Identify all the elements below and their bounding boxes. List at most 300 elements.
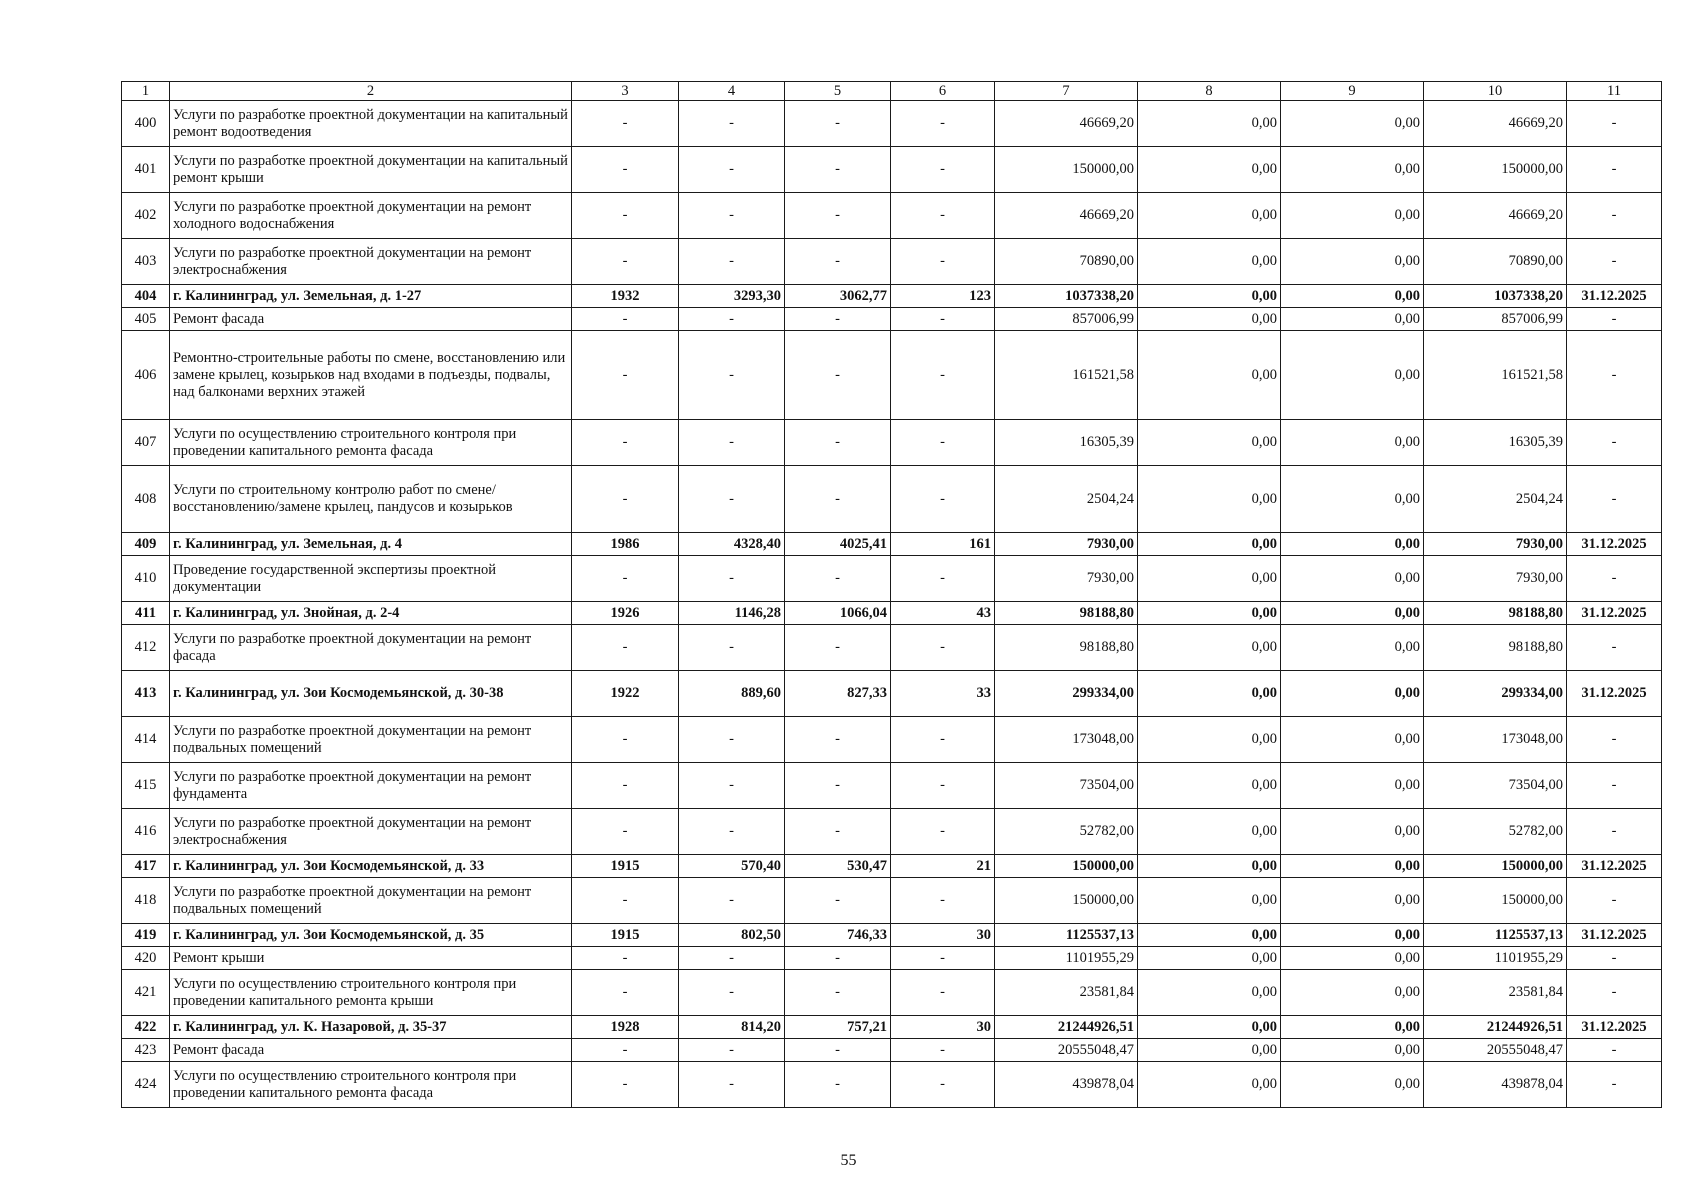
value-cell-col-8: 0,00 (1138, 147, 1281, 193)
column-number-row (122, 82, 1662, 101)
row-number-cell: 411 (122, 602, 170, 625)
value-cell-col-3: - (572, 101, 679, 147)
value-cell-col-8: 0,00 (1138, 947, 1281, 970)
table-row (122, 556, 1662, 602)
description-cell: г. Калининград, ул. Зои Космодемьянской, д. 35 (170, 924, 572, 947)
value-cell-col-9: 0,00 (1281, 625, 1424, 671)
value-cell-col-3: 1915 (572, 855, 679, 878)
value-cell-col-11: - (1567, 101, 1662, 147)
value-cell-col-6: - (891, 420, 995, 466)
value-cell-col-9: 0,00 (1281, 556, 1424, 602)
value-cell-col-10: 23581,84 (1424, 970, 1567, 1016)
value-cell-col-6: - (891, 466, 995, 533)
row-number-cell: 407 (122, 420, 170, 466)
description-cell: Услуги по разработке проектной документации на ремонт подвальных помещений (170, 717, 572, 763)
row-number-cell: 410 (122, 556, 170, 602)
value-cell-col-6: - (891, 947, 995, 970)
description-cell: Ремонт фасада (170, 1039, 572, 1062)
table-row (122, 101, 1662, 147)
value-cell-col-3: - (572, 308, 679, 331)
table-row (122, 147, 1662, 193)
value-cell-col-4: - (679, 239, 785, 285)
row-number-cell: 415 (122, 763, 170, 809)
row-number-cell: 414 (122, 717, 170, 763)
value-cell-col-9: 0,00 (1281, 533, 1424, 556)
value-cell-col-8: 0,00 (1138, 625, 1281, 671)
value-cell-col-6: - (891, 1039, 995, 1062)
value-cell-col-8: 0,00 (1138, 763, 1281, 809)
value-cell-col-10: 150000,00 (1424, 147, 1567, 193)
value-cell-col-10: 299334,00 (1424, 671, 1567, 717)
description-cell: г. Калининград, ул. Земельная, д. 1-27 (170, 285, 572, 308)
description-cell: Ремонт крыши (170, 947, 572, 970)
value-cell-col-11: - (1567, 193, 1662, 239)
description-cell: Услуги по разработке проектной документации на ремонт фасада (170, 625, 572, 671)
page-number: 55 (840, 1152, 857, 1169)
value-cell-col-6: 43 (891, 602, 995, 625)
value-cell-col-3: - (572, 1062, 679, 1108)
description-cell: Услуги по осуществлению строительного контроля при проведении капитального ремонта фасада (170, 1062, 572, 1108)
value-cell-col-4: - (679, 625, 785, 671)
column-number-col-5: 5 (785, 82, 891, 101)
value-cell-col-5: 757,21 (785, 1016, 891, 1039)
column-number-col-4: 4 (679, 82, 785, 101)
row-number-cell: 421 (122, 970, 170, 1016)
value-cell-col-9: 0,00 (1281, 924, 1424, 947)
value-cell-col-3: 1922 (572, 671, 679, 717)
value-cell-col-6: 30 (891, 924, 995, 947)
row-number-cell: 418 (122, 878, 170, 924)
value-cell-col-6: - (891, 878, 995, 924)
value-cell-col-5: - (785, 947, 891, 970)
value-cell-col-6: - (891, 308, 995, 331)
row-number-cell: 413 (122, 671, 170, 717)
value-cell-col-5: - (785, 193, 891, 239)
value-cell-col-10: 7930,00 (1424, 533, 1567, 556)
value-cell-col-7: 7930,00 (995, 533, 1138, 556)
value-cell-col-10: 52782,00 (1424, 809, 1567, 855)
value-cell-col-8: 0,00 (1138, 855, 1281, 878)
row-number-cell: 406 (122, 331, 170, 420)
value-cell-col-7: 1125537,13 (995, 924, 1138, 947)
column-number-col-7: 7 (995, 82, 1138, 101)
value-cell-col-7: 23581,84 (995, 970, 1138, 1016)
row-number-cell: 424 (122, 1062, 170, 1108)
value-cell-col-3: 1926 (572, 602, 679, 625)
table-row (122, 717, 1662, 763)
value-cell-col-6: - (891, 1062, 995, 1108)
table-row (122, 1062, 1662, 1108)
value-cell-col-10: 1125537,13 (1424, 924, 1567, 947)
value-cell-col-7: 20555048,47 (995, 1039, 1138, 1062)
value-cell-col-3: - (572, 193, 679, 239)
value-cell-col-5: - (785, 420, 891, 466)
column-number-col-3: 3 (572, 82, 679, 101)
value-cell-col-11: - (1567, 420, 1662, 466)
value-cell-col-10: 98188,80 (1424, 602, 1567, 625)
value-cell-col-6: - (891, 763, 995, 809)
address-row (122, 533, 1662, 556)
value-cell-col-11: 31.12.2025 (1567, 533, 1662, 556)
value-cell-col-4: - (679, 717, 785, 763)
value-cell-col-11: - (1567, 308, 1662, 331)
value-cell-col-10: 1101955,29 (1424, 947, 1567, 970)
value-cell-col-9: 0,00 (1281, 193, 1424, 239)
table-row (122, 878, 1662, 924)
value-cell-col-10: 161521,58 (1424, 331, 1567, 420)
value-cell-col-5: 827,33 (785, 671, 891, 717)
value-cell-col-11: - (1567, 717, 1662, 763)
table-row (122, 947, 1662, 970)
value-cell-col-5: 3062,77 (785, 285, 891, 308)
row-number-cell: 404 (122, 285, 170, 308)
value-cell-col-3: - (572, 239, 679, 285)
value-cell-col-11: - (1567, 763, 1662, 809)
row-number-cell: 423 (122, 1039, 170, 1062)
value-cell-col-8: 0,00 (1138, 556, 1281, 602)
column-number-col-8: 8 (1138, 82, 1281, 101)
value-cell-col-6: 33 (891, 671, 995, 717)
value-cell-col-10: 46669,20 (1424, 193, 1567, 239)
value-cell-col-8: 0,00 (1138, 878, 1281, 924)
value-cell-col-8: 0,00 (1138, 970, 1281, 1016)
description-cell: Услуги по разработке проектной документации на ремонт холодного водоснабжения (170, 193, 572, 239)
value-cell-col-9: 0,00 (1281, 285, 1424, 308)
value-cell-col-11: 31.12.2025 (1567, 855, 1662, 878)
table-row (122, 809, 1662, 855)
value-cell-col-4: - (679, 556, 785, 602)
value-cell-col-7: 46669,20 (995, 101, 1138, 147)
value-cell-col-4: - (679, 763, 785, 809)
table-row (122, 308, 1662, 331)
value-cell-col-5: - (785, 809, 891, 855)
value-cell-col-7: 439878,04 (995, 1062, 1138, 1108)
value-cell-col-9: 0,00 (1281, 855, 1424, 878)
value-cell-col-4: 814,20 (679, 1016, 785, 1039)
data-table (121, 81, 1662, 1108)
value-cell-col-11: - (1567, 947, 1662, 970)
column-number-col-6: 6 (891, 82, 995, 101)
value-cell-col-6: - (891, 147, 995, 193)
description-cell: Услуги по разработке проектной документации на капитальный ремонт крыши (170, 147, 572, 193)
description-cell: г. Калининград, ул. Зои Космодемьянской, д. 30-38 (170, 671, 572, 717)
value-cell-col-7: 16305,39 (995, 420, 1138, 466)
value-cell-col-3: 1932 (572, 285, 679, 308)
description-cell: г. Калининград, ул. Зои Космодемьянской, д. 33 (170, 855, 572, 878)
value-cell-col-11: 31.12.2025 (1567, 285, 1662, 308)
value-cell-col-6: - (891, 556, 995, 602)
value-cell-col-8: 0,00 (1138, 1062, 1281, 1108)
table-row (122, 420, 1662, 466)
value-cell-col-9: 0,00 (1281, 147, 1424, 193)
value-cell-col-4: - (679, 420, 785, 466)
row-number-cell: 422 (122, 1016, 170, 1039)
value-cell-col-9: 0,00 (1281, 947, 1424, 970)
table-row (122, 625, 1662, 671)
value-cell-col-3: - (572, 947, 679, 970)
value-cell-col-4: - (679, 809, 785, 855)
value-cell-col-9: 0,00 (1281, 970, 1424, 1016)
value-cell-col-11: - (1567, 878, 1662, 924)
value-cell-col-4: - (679, 466, 785, 533)
value-cell-col-7: 1037338,20 (995, 285, 1138, 308)
description-cell: Услуги по разработке проектной документации на ремонт фундамента (170, 763, 572, 809)
value-cell-col-11: 31.12.2025 (1567, 602, 1662, 625)
value-cell-col-6: - (891, 101, 995, 147)
column-number-col-10: 10 (1424, 82, 1567, 101)
value-cell-col-6: - (891, 809, 995, 855)
description-cell: Проведение государственной экспертизы проектной документации (170, 556, 572, 602)
value-cell-col-9: 0,00 (1281, 809, 1424, 855)
description-cell: Услуги по разработке проектной документации на ремонт подвальных помещений (170, 878, 572, 924)
value-cell-col-10: 150000,00 (1424, 855, 1567, 878)
value-cell-col-5: - (785, 556, 891, 602)
value-cell-col-8: 0,00 (1138, 533, 1281, 556)
value-cell-col-11: - (1567, 331, 1662, 420)
value-cell-col-5: - (785, 101, 891, 147)
value-cell-col-8: 0,00 (1138, 331, 1281, 420)
value-cell-col-4: 1146,28 (679, 602, 785, 625)
value-cell-col-7: 150000,00 (995, 855, 1138, 878)
table-row (122, 193, 1662, 239)
value-cell-col-11: - (1567, 625, 1662, 671)
value-cell-col-10: 150000,00 (1424, 878, 1567, 924)
address-row (122, 924, 1662, 947)
value-cell-col-5: - (785, 239, 891, 285)
value-cell-col-7: 7930,00 (995, 556, 1138, 602)
value-cell-col-10: 20555048,47 (1424, 1039, 1567, 1062)
value-cell-col-11: - (1567, 809, 1662, 855)
value-cell-col-10: 16305,39 (1424, 420, 1567, 466)
description-cell: Ремонт фасада (170, 308, 572, 331)
value-cell-col-7: 173048,00 (995, 717, 1138, 763)
value-cell-col-10: 73504,00 (1424, 763, 1567, 809)
value-cell-col-5: 746,33 (785, 924, 891, 947)
value-cell-col-3: - (572, 809, 679, 855)
value-cell-col-3: - (572, 878, 679, 924)
value-cell-col-9: 0,00 (1281, 878, 1424, 924)
value-cell-col-7: 98188,80 (995, 602, 1138, 625)
value-cell-col-8: 0,00 (1138, 308, 1281, 331)
value-cell-col-8: 0,00 (1138, 1039, 1281, 1062)
value-cell-col-4: - (679, 147, 785, 193)
value-cell-col-10: 46669,20 (1424, 101, 1567, 147)
value-cell-col-6: 161 (891, 533, 995, 556)
value-cell-col-3: 1915 (572, 924, 679, 947)
column-number-col-9: 9 (1281, 82, 1424, 101)
row-number-cell: 419 (122, 924, 170, 947)
table-row (122, 970, 1662, 1016)
value-cell-col-6: - (891, 625, 995, 671)
address-row (122, 602, 1662, 625)
value-cell-col-10: 70890,00 (1424, 239, 1567, 285)
value-cell-col-7: 857006,99 (995, 308, 1138, 331)
value-cell-col-3: - (572, 1039, 679, 1062)
value-cell-col-7: 1101955,29 (995, 947, 1138, 970)
value-cell-col-4: 802,50 (679, 924, 785, 947)
description-cell: Услуги по разработке проектной документации на ремонт электроснабжения (170, 809, 572, 855)
value-cell-col-11: 31.12.2025 (1567, 1016, 1662, 1039)
value-cell-col-8: 0,00 (1138, 193, 1281, 239)
value-cell-col-7: 98188,80 (995, 625, 1138, 671)
value-cell-col-6: - (891, 239, 995, 285)
row-number-cell: 401 (122, 147, 170, 193)
value-cell-col-8: 0,00 (1138, 101, 1281, 147)
table-row (122, 763, 1662, 809)
value-cell-col-7: 70890,00 (995, 239, 1138, 285)
value-cell-col-4: - (679, 101, 785, 147)
value-cell-col-7: 21244926,51 (995, 1016, 1138, 1039)
value-cell-col-4: 3293,30 (679, 285, 785, 308)
column-number-col-1: 1 (122, 82, 170, 101)
value-cell-col-3: 1986 (572, 533, 679, 556)
value-cell-col-6: 123 (891, 285, 995, 308)
value-cell-col-3: - (572, 420, 679, 466)
table-row (122, 1039, 1662, 1062)
value-cell-col-3: - (572, 625, 679, 671)
table-body (122, 82, 1662, 1108)
value-cell-col-3: - (572, 331, 679, 420)
address-row (122, 671, 1662, 717)
value-cell-col-7: 150000,00 (995, 878, 1138, 924)
value-cell-col-6: 30 (891, 1016, 995, 1039)
value-cell-col-11: 31.12.2025 (1567, 671, 1662, 717)
value-cell-col-4: 4328,40 (679, 533, 785, 556)
value-cell-col-5: - (785, 878, 891, 924)
value-cell-col-5: - (785, 466, 891, 533)
value-cell-col-8: 0,00 (1138, 239, 1281, 285)
description-cell: г. Калининград, ул. Земельная, д. 4 (170, 533, 572, 556)
row-number-cell: 416 (122, 809, 170, 855)
value-cell-col-10: 857006,99 (1424, 308, 1567, 331)
value-cell-col-4: - (679, 193, 785, 239)
value-cell-col-3: - (572, 466, 679, 533)
value-cell-col-9: 0,00 (1281, 308, 1424, 331)
address-row (122, 285, 1662, 308)
value-cell-col-4: - (679, 970, 785, 1016)
value-cell-col-5: - (785, 147, 891, 193)
value-cell-col-11: - (1567, 147, 1662, 193)
table-row (122, 239, 1662, 285)
value-cell-col-9: 0,00 (1281, 239, 1424, 285)
row-number-cell: 402 (122, 193, 170, 239)
value-cell-col-9: 0,00 (1281, 1016, 1424, 1039)
description-cell: Услуги по строительному контролю работ по смене/восстановлению/замене крылец, пандусов и козырьков (170, 466, 572, 533)
value-cell-col-8: 0,00 (1138, 466, 1281, 533)
value-cell-col-9: 0,00 (1281, 466, 1424, 533)
value-cell-col-9: 0,00 (1281, 602, 1424, 625)
value-cell-col-10: 2504,24 (1424, 466, 1567, 533)
description-cell: Услуги по осуществлению строительного контроля при проведении капитального ремонта фасада (170, 420, 572, 466)
value-cell-col-11: - (1567, 970, 1662, 1016)
value-cell-col-11: - (1567, 239, 1662, 285)
value-cell-col-11: - (1567, 1062, 1662, 1108)
value-cell-col-9: 0,00 (1281, 1062, 1424, 1108)
value-cell-col-11: - (1567, 466, 1662, 533)
value-cell-col-5: - (785, 970, 891, 1016)
value-cell-col-7: 299334,00 (995, 671, 1138, 717)
value-cell-col-3: - (572, 717, 679, 763)
value-cell-col-5: - (785, 331, 891, 420)
address-row (122, 855, 1662, 878)
value-cell-col-4: 889,60 (679, 671, 785, 717)
row-number-cell: 420 (122, 947, 170, 970)
value-cell-col-7: 46669,20 (995, 193, 1138, 239)
value-cell-col-10: 173048,00 (1424, 717, 1567, 763)
value-cell-col-9: 0,00 (1281, 763, 1424, 809)
value-cell-col-10: 21244926,51 (1424, 1016, 1567, 1039)
value-cell-col-5: - (785, 625, 891, 671)
row-number-cell: 417 (122, 855, 170, 878)
row-number-cell: 408 (122, 466, 170, 533)
column-number-col-11: 11 (1567, 82, 1662, 101)
row-number-cell: 400 (122, 101, 170, 147)
description-cell: Ремонтно-строительные работы по смене, восстановлению или замене крылец, козырьков над входами в подъезды, подвалы, над балконами верхних этажей (170, 331, 572, 420)
value-cell-col-4: - (679, 308, 785, 331)
value-cell-col-8: 0,00 (1138, 420, 1281, 466)
description-cell: г. Калининград, ул. Знойная, д. 2-4 (170, 602, 572, 625)
value-cell-col-5: - (785, 717, 891, 763)
row-number-cell: 403 (122, 239, 170, 285)
value-cell-col-9: 0,00 (1281, 420, 1424, 466)
value-cell-col-3: 1928 (572, 1016, 679, 1039)
value-cell-col-7: 161521,58 (995, 331, 1138, 420)
row-number-cell: 412 (122, 625, 170, 671)
value-cell-col-7: 52782,00 (995, 809, 1138, 855)
value-cell-col-5: - (785, 1062, 891, 1108)
value-cell-col-9: 0,00 (1281, 1039, 1424, 1062)
value-cell-col-9: 0,00 (1281, 101, 1424, 147)
value-cell-col-4: - (679, 1039, 785, 1062)
value-cell-col-5: - (785, 763, 891, 809)
value-cell-col-7: 150000,00 (995, 147, 1138, 193)
value-cell-col-4: - (679, 1062, 785, 1108)
description-cell: Услуги по разработке проектной документации на капитальный ремонт водоотведения (170, 101, 572, 147)
table-row (122, 331, 1662, 420)
value-cell-col-8: 0,00 (1138, 809, 1281, 855)
value-cell-col-3: - (572, 556, 679, 602)
column-number-col-2: 2 (170, 82, 572, 101)
value-cell-col-3: - (572, 147, 679, 193)
value-cell-col-9: 0,00 (1281, 717, 1424, 763)
value-cell-col-11: - (1567, 556, 1662, 602)
value-cell-col-7: 73504,00 (995, 763, 1138, 809)
value-cell-col-5: - (785, 1039, 891, 1062)
description-cell: Услуги по осуществлению строительного контроля при проведении капитального ремонта крыши (170, 970, 572, 1016)
value-cell-col-5: - (785, 308, 891, 331)
value-cell-col-4: - (679, 331, 785, 420)
table-row (122, 466, 1662, 533)
address-row (122, 1016, 1662, 1039)
value-cell-col-9: 0,00 (1281, 671, 1424, 717)
value-cell-col-9: 0,00 (1281, 331, 1424, 420)
value-cell-col-8: 0,00 (1138, 671, 1281, 717)
value-cell-col-7: 2504,24 (995, 466, 1138, 533)
value-cell-col-8: 0,00 (1138, 602, 1281, 625)
description-cell: г. Калининград, ул. К. Назаровой, д. 35-37 (170, 1016, 572, 1039)
value-cell-col-8: 0,00 (1138, 924, 1281, 947)
value-cell-col-10: 1037338,20 (1424, 285, 1567, 308)
value-cell-col-5: 530,47 (785, 855, 891, 878)
value-cell-col-5: 1066,04 (785, 602, 891, 625)
value-cell-col-10: 7930,00 (1424, 556, 1567, 602)
value-cell-col-11: - (1567, 1039, 1662, 1062)
value-cell-col-8: 0,00 (1138, 717, 1281, 763)
value-cell-col-6: - (891, 970, 995, 1016)
value-cell-col-4: - (679, 878, 785, 924)
value-cell-col-3: - (572, 970, 679, 1016)
value-cell-col-10: 439878,04 (1424, 1062, 1567, 1108)
